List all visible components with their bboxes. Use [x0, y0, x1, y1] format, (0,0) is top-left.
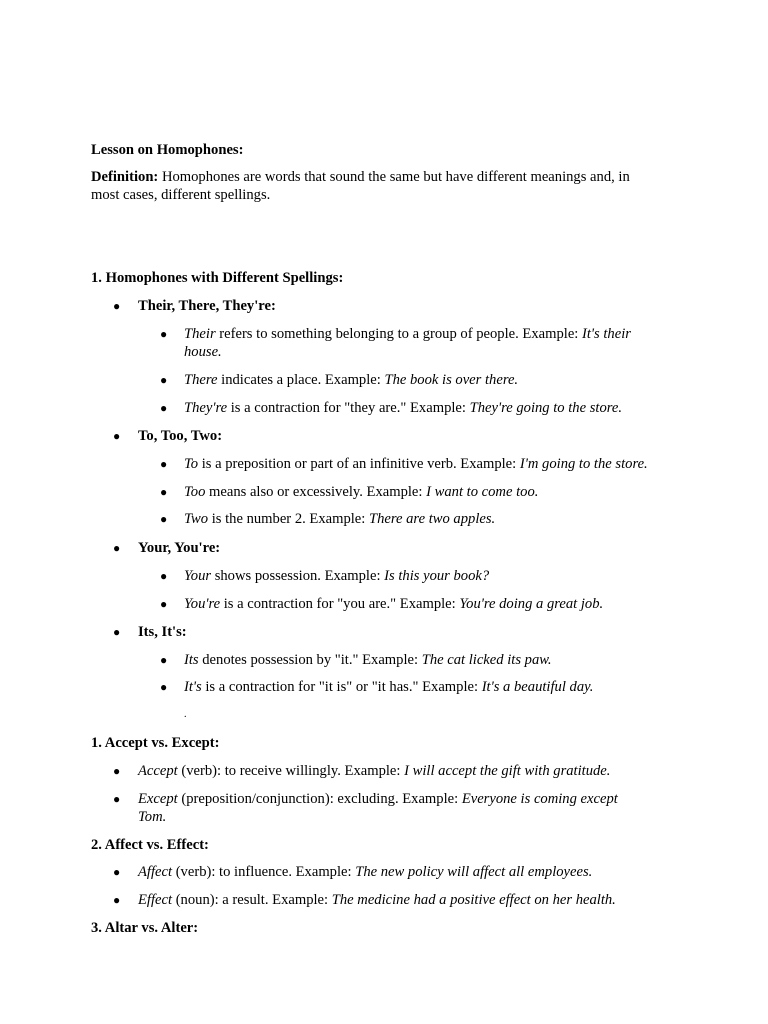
- group-heading: Their, There, They're:: [138, 298, 276, 314]
- bullet-icon: ●: [113, 429, 121, 443]
- term: Effect: [138, 892, 173, 908]
- list-item: [184, 567, 489, 585]
- example: I will accept the gift with gratitude.: [404, 763, 611, 779]
- definition-text: Homophones are words that sound the same but have different meanings and, in: [158, 169, 630, 185]
- item-text: is a preposition or part of an infinitive verb. Example:: [198, 456, 520, 472]
- term: Its: [184, 652, 199, 668]
- term: Except: [138, 791, 178, 807]
- definition-line-2: most cases, different spellings.: [91, 187, 271, 203]
- list-item: [184, 325, 631, 343]
- item-text: (verb): to receive willingly. Example:: [177, 763, 405, 779]
- term: Two: [184, 511, 209, 527]
- bullet-icon: ●: [160, 485, 168, 499]
- list-item: [184, 595, 603, 613]
- example: They're going to the store.: [469, 400, 623, 416]
- item-text: means also or excessively. Example:: [205, 484, 427, 500]
- term: Accept: [138, 763, 178, 779]
- example: The medicine had a positive effect on her health.: [331, 892, 616, 908]
- bullet-icon: ●: [160, 327, 168, 341]
- term: Too: [184, 484, 206, 500]
- term: There: [184, 372, 218, 388]
- item-text: (noun): a result. Example:: [172, 892, 332, 908]
- bullet-icon: ●: [113, 625, 121, 639]
- bullet-icon: ●: [160, 512, 168, 526]
- term: Affect: [138, 864, 173, 880]
- example: You're doing a great job.: [459, 596, 604, 612]
- term: You're: [184, 596, 221, 612]
- example: I'm going to the store.: [519, 456, 648, 472]
- list-item: [184, 399, 622, 417]
- example: The cat licked its paw.: [421, 652, 552, 668]
- example-continued: Tom.: [138, 809, 167, 825]
- bullet-icon: ●: [160, 653, 168, 667]
- list-item: [184, 651, 552, 669]
- group-heading: To, Too, Two:: [138, 428, 223, 444]
- example: The book is over there.: [384, 372, 519, 388]
- list-item: [184, 455, 648, 473]
- list-item: [138, 790, 618, 808]
- bullet-icon: ●: [160, 373, 168, 387]
- list-item-continuation: [138, 808, 166, 826]
- term: Your: [184, 568, 212, 584]
- bullet-icon: ●: [113, 541, 121, 555]
- item-text: is a contraction for "you are." Example:: [220, 596, 460, 612]
- example-continued: house.: [184, 344, 222, 360]
- pair-heading: 3. Altar vs. Alter:: [91, 920, 199, 936]
- list-item: [138, 762, 610, 780]
- bullet-icon: ●: [113, 893, 121, 907]
- example: There are two apples.: [368, 511, 496, 527]
- trailing-dot: .: [184, 709, 187, 720]
- bullet-icon: ●: [160, 680, 168, 694]
- example: The new policy will affect all employees.: [355, 864, 593, 880]
- lesson-title: Lesson on Homophones:: [91, 142, 244, 158]
- bullet-icon: ●: [160, 569, 168, 583]
- example: It's their: [582, 326, 631, 342]
- item-text: (preposition/conjunction): excluding. Example:: [177, 791, 462, 807]
- list-item: [184, 371, 518, 389]
- example: Everyone is coming except: [461, 791, 618, 807]
- term: They're: [184, 400, 228, 416]
- group-heading: Its, It's:: [138, 624, 187, 640]
- example: It's a beautiful day.: [481, 679, 594, 695]
- section-heading: 1. Homophones with Different Spellings:: [91, 270, 344, 286]
- item-text: (verb): to influence. Example:: [172, 864, 356, 880]
- item-text: is the number 2. Example:: [208, 511, 369, 527]
- item-text: is a contraction for "they are." Example:: [227, 400, 470, 416]
- list-item: [138, 891, 616, 909]
- bullet-icon: ●: [113, 764, 121, 778]
- list-item: [184, 483, 538, 501]
- item-text: shows possession. Example:: [211, 568, 385, 584]
- item-text: indicates a place. Example:: [217, 372, 385, 388]
- bullet-icon: ●: [113, 865, 121, 879]
- example: I want to come too.: [426, 484, 539, 500]
- term: Their: [184, 326, 216, 342]
- group-heading: Your, You're:: [138, 540, 221, 556]
- definition-label: Definition:: [91, 169, 159, 185]
- list-item-continuation: [184, 343, 222, 361]
- bullet-icon: ●: [160, 457, 168, 471]
- list-item: [138, 863, 592, 881]
- bullet-icon: ●: [160, 401, 168, 415]
- item-text: is a contraction for "it is" or "it has." Example:: [201, 679, 482, 695]
- bullet-icon: ●: [113, 299, 121, 313]
- pair-heading: 1. Accept vs. Except:: [91, 735, 220, 751]
- pair-heading: 2. Affect vs. Effect:: [91, 837, 209, 853]
- list-item: [184, 678, 593, 696]
- term: It's: [184, 679, 202, 695]
- term: To: [184, 456, 199, 472]
- item-text: refers to something belonging to a group of people. Example:: [215, 326, 583, 342]
- bullet-icon: ●: [160, 597, 168, 611]
- bullet-icon: ●: [113, 792, 121, 806]
- item-text: denotes possession by "it." Example:: [198, 652, 422, 668]
- example: Is this your book?: [384, 568, 490, 584]
- definition-line-1: [91, 168, 630, 186]
- list-item: [184, 510, 495, 528]
